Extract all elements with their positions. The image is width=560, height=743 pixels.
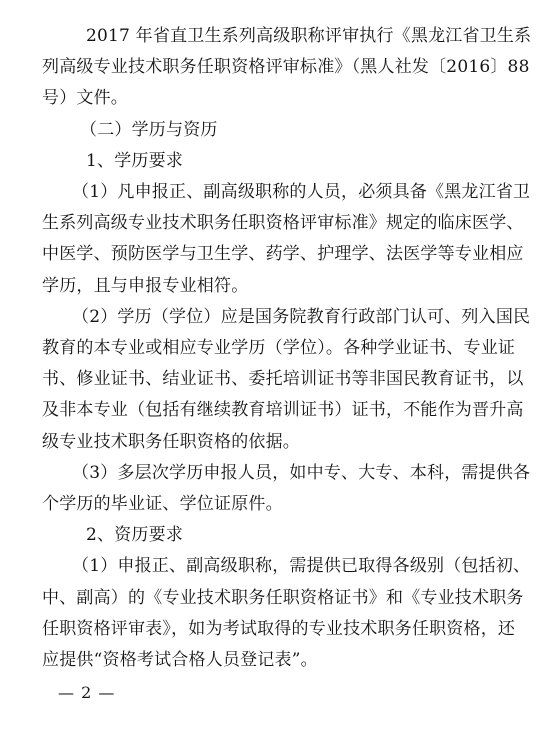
paragraph-line: 及非本专业（包括有继续教育培训证书）证书，不能作为晋升高 (42, 400, 524, 421)
paragraph-line: （2）学历（学位）应是国务院教育行政部门认可、列入国民 (72, 306, 531, 327)
page-number: — 2 — (58, 683, 116, 703)
paragraph-line: 任职资格评审表》，如为考试取得的专业技术职务任职资格，还 (42, 618, 516, 639)
section-heading: （二）学历与资历 (80, 119, 218, 140)
paragraph-line: 列高级专业技术职务任职资格评审标准》（黑人社发〔2016〕88 (42, 57, 530, 78)
paragraph-line: 中医学、预防医学与卫生学、药学、护理学、法医学等专业相应 (42, 244, 524, 265)
subsection-heading: 1、学历要求 (86, 150, 184, 171)
paragraph-line: 中、副高）的《专业技术职务任职资格证书》和《专业技术职务 (42, 587, 524, 608)
paragraph-line: 2017 年省直卫生系列高级职称评审执行《黑龙江省卫生系 (86, 26, 532, 46)
paragraph-line: （3）多层次学历申报人员，如中专、大专、本科，需提供各 (72, 462, 531, 483)
paragraph-line: 教育的本专业或相应专业学历（学位）。各种学业证书、专业证 (42, 338, 516, 358)
paragraph-line: 应提供“资格考试合格人员登记表”。 (42, 650, 318, 670)
paragraph-line: （1）凡申报正、副高级职称的人员，必须具备《黑龙江省卫 (72, 182, 531, 202)
paragraph-line: 号）文件。 (42, 88, 128, 109)
paragraph-line: 级专业技术职务任职资格的依据。 (42, 431, 300, 452)
paragraph-line: （1）申报正、副高级职称，需提供已取得各级别（包括初、 (72, 556, 531, 577)
paragraph-line: 个学历的毕业证、学位证原件。 (42, 494, 283, 514)
paragraph-line: 生系列高级专业技术职务任职资格评审标准》规定的临床医学、 (42, 213, 524, 234)
subsection-heading: 2、资历要求 (86, 525, 184, 546)
paragraph-line: 学历，且与申报专业相符。 (42, 275, 249, 296)
paragraph-line: 书、修业证书、结业证书、委托培训证书等非国民教育证书，以 (42, 369, 524, 390)
